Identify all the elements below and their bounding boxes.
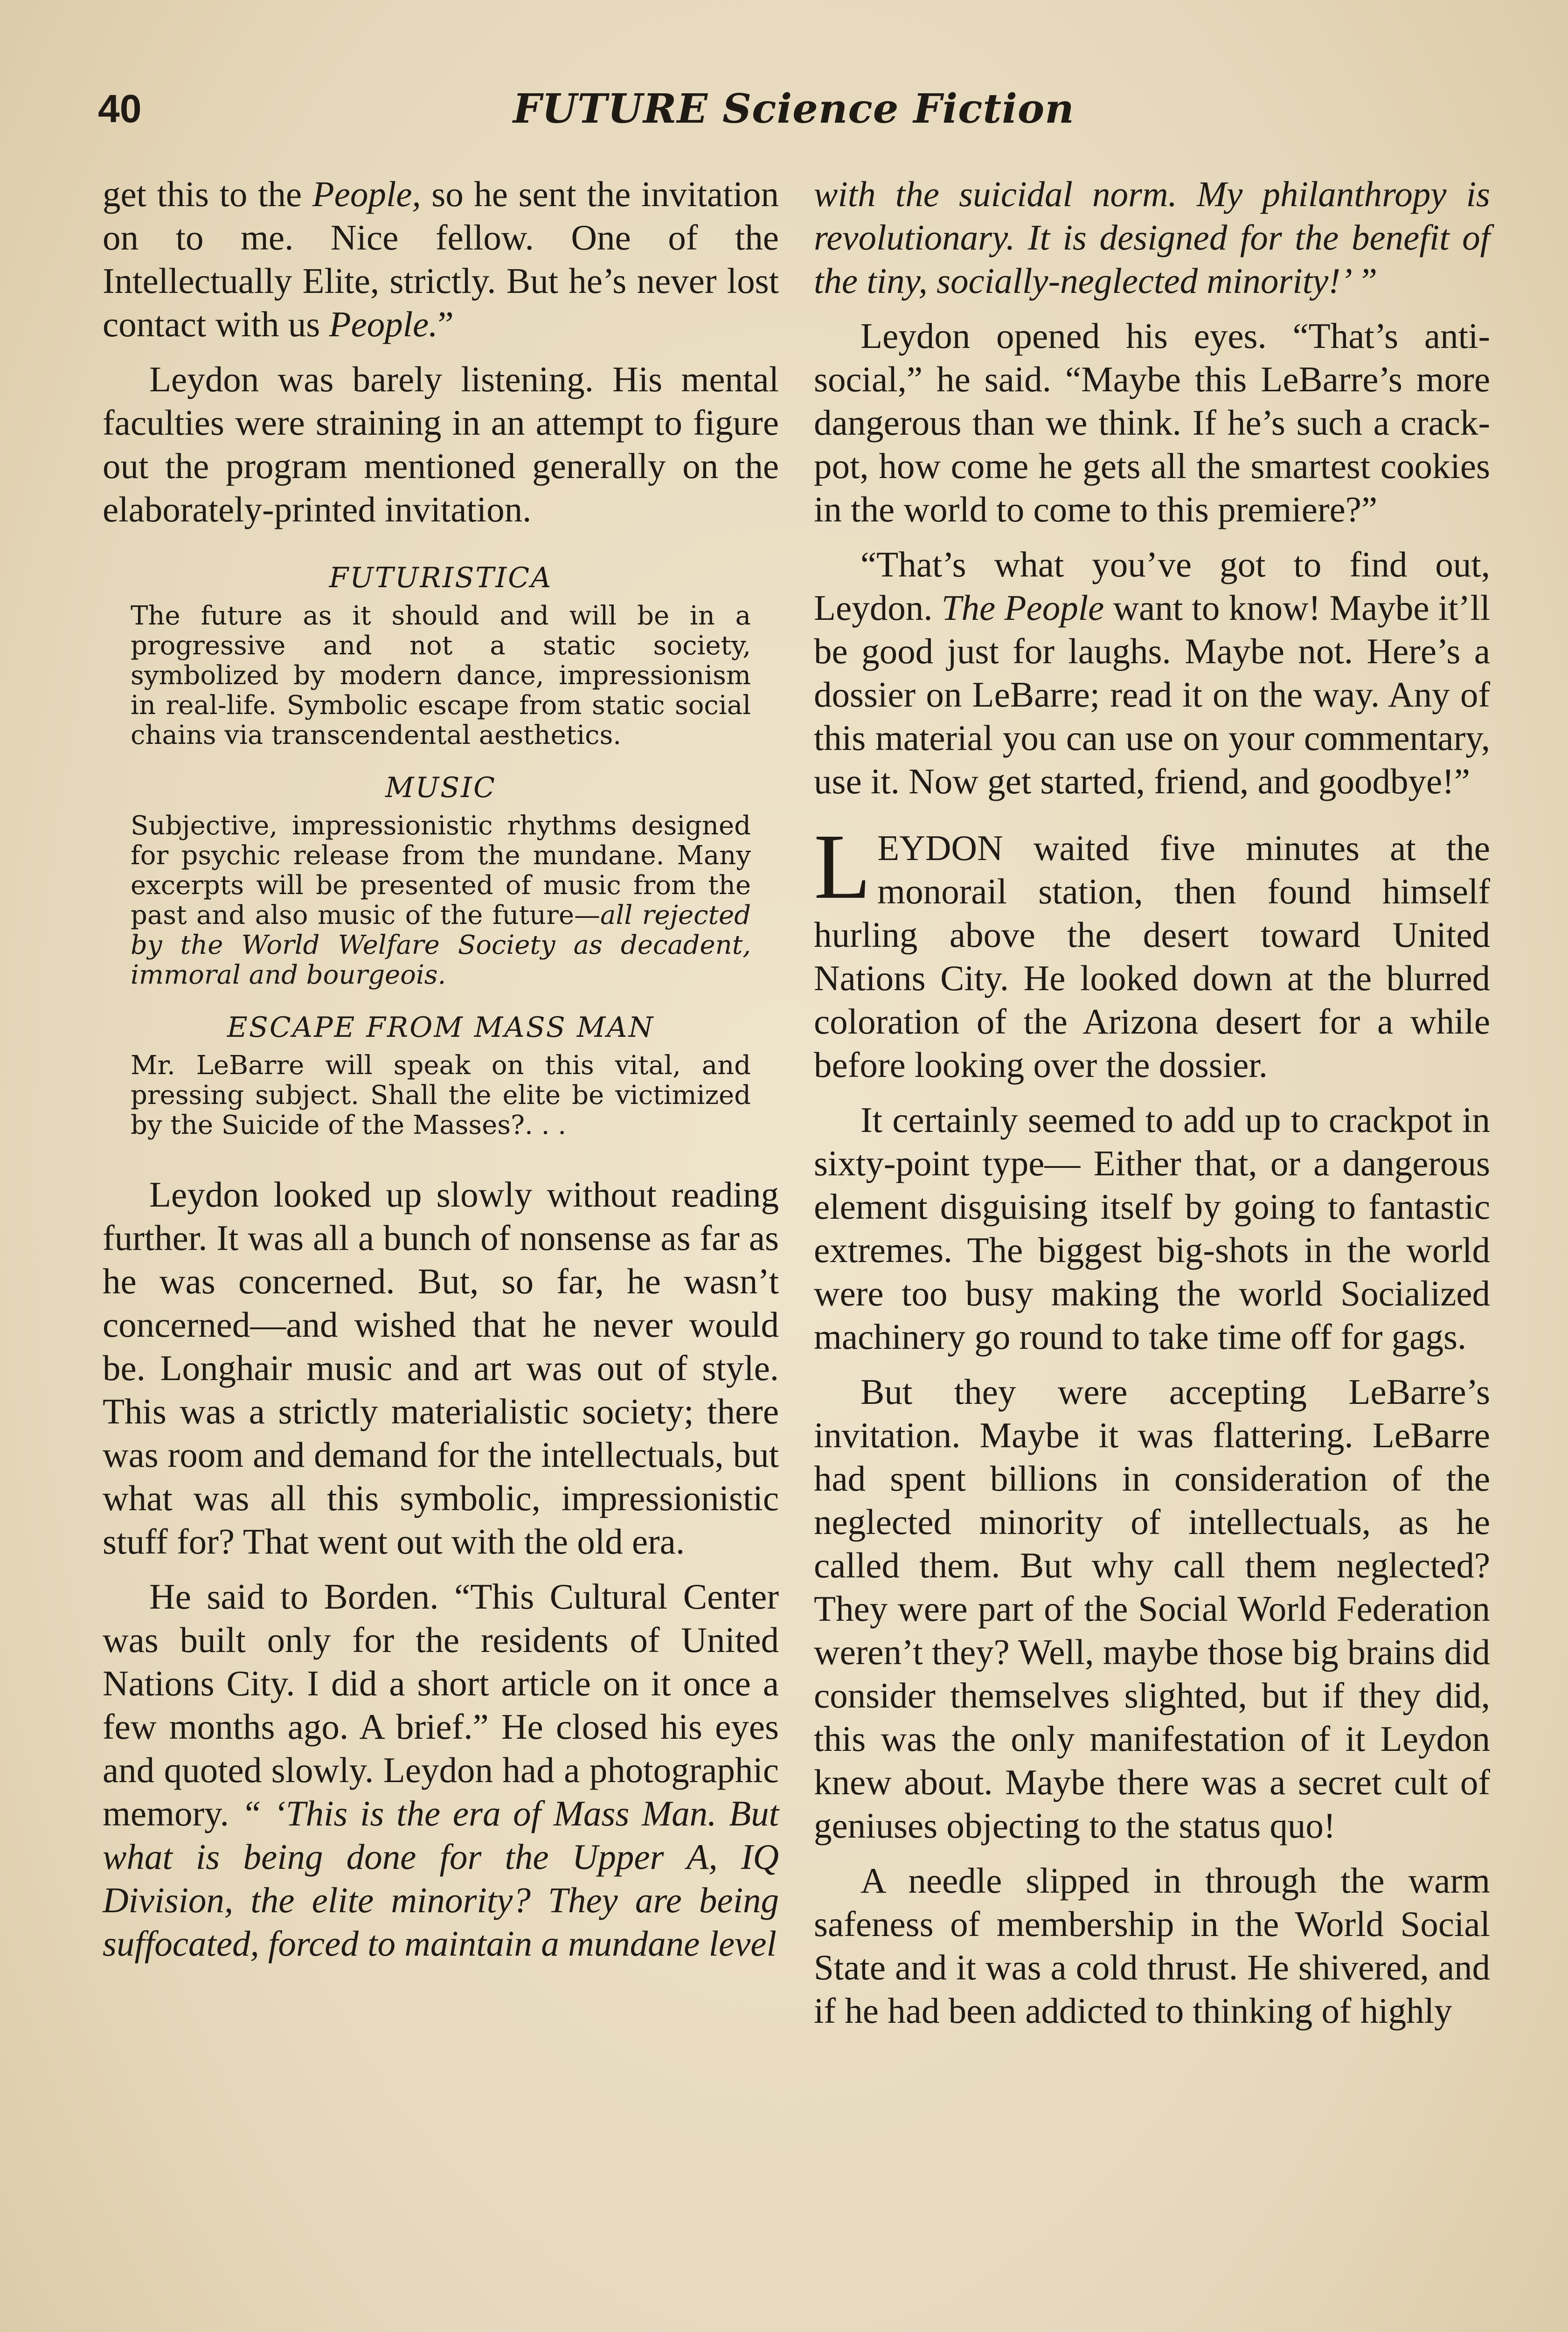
paragraph: Leydon was barely listening. His mental faculties were straining in an attempt to figure out the program mentioned generally on the elaborately-printed invitation. — [103, 359, 779, 529]
page-number: 40 — [98, 87, 142, 131]
invitation-program — [131, 559, 751, 1140]
program-heading-escape: ESCAPE FROM MASS MAN — [227, 1011, 655, 1044]
text-run: He said to Borden. “This Cultural Center was built only for the residents of United Nations City. I did a short article on it once a few months ago. A brief.” He closed his eyes and quoted slowly. Leydon had a photographic memory. — [103, 1576, 779, 1833]
paragraph: A needle slipped in through the warm safeness of membership in the World Social State and it was a cold thrust. He shivered, and if he had been addicted to thinking of highly — [814, 1860, 1490, 2031]
paragraph: Leydon looked up slowly without reading further. It was all a bunch of nonsense as far as he was concerned. But, so far, he wasn’t concerned—and wished that he never would be. Longhair music and art was out of style. This was a strictly materialistic society; there was room and demand for the intellectuals, but what was all this symbolic, impressionistic stuff for? That went out with the old era. — [103, 1174, 779, 1562]
running-title-rest: Science Fiction — [722, 85, 1075, 132]
text-run: ” — [437, 304, 454, 344]
right-column — [814, 173, 1490, 2033]
drop-cap: L — [814, 815, 871, 918]
italic-run: People, — [312, 174, 421, 214]
program-heading-music: MUSIC — [385, 771, 496, 804]
text-run: EYDON waited five minutes at the monorail station, then found himself hurling above the desert toward United Nations City. He looked down at the blurred coloration of the Arizona desert for a while before looking over the dossier. — [814, 828, 1490, 1085]
italic-run: “ ‘This is the era of Mass Man. But what is being done for the Upper A, IQ Division, the elite minority? They are being suffocated, forced to maintain a mundane level — [103, 1793, 779, 1964]
program-text — [131, 811, 751, 990]
running-title-bold: FUTURE — [513, 85, 708, 132]
paragraph — [814, 543, 1490, 803]
paragraph — [814, 815, 1490, 1087]
page-header — [93, 82, 1483, 138]
paragraph: It certainly seemed to add up to crackpot in sixty-point type— Either that, or a dangerous element disguising itself by going to fantastic extremes. The biggest big-shots in the world were too busy making the world Socialized machinery go round to take time off for gags. — [814, 1100, 1490, 1357]
text-run: so he sent the invitation on to me. Nice fellow. One of the Intellectually Elite, strictly. But he’s never lost contact with us — [103, 174, 779, 344]
paragraph: Leydon opened his eyes. “That’s anti-social,” he said. “Maybe this LeBarre’s more dangerous than we think. If he’s such a crack-pot, how come he gets all the smartest cookies in the world to come to this premiere?” — [814, 316, 1490, 529]
left-column — [103, 173, 779, 1965]
paragraph — [103, 1575, 779, 1965]
paragraph — [103, 173, 779, 346]
paragraph: But they were accepting LeBarre’s invitation. Maybe it was flattering. LeBarre had spent billions in consideration of the neglected minority of intellectuals, as he called them. But why call them neglected? They were part of the Social World Federation weren’t they? Well, maybe those big brains did consider themselves slighted, but if they did, this was the only manifestation of it Leydon knew about. Maybe there was a secret cult of geniuses objecting to the status quo! — [814, 1372, 1490, 1846]
text-run: “That’s what you’ve got to find out, Leydon. — [814, 544, 1490, 628]
paragraph: with the suicidal norm. My philanthropy is revolutionary. It is designed for the benefit of the tiny, socially-neglected minority!’ ” — [814, 174, 1490, 301]
italic-run: People. — [329, 304, 438, 344]
program-heading-futuristica: FUTURISTICA — [329, 562, 553, 594]
program-text: Mr. LeBarre will speak on this vital, and pressing subject. Shall the elite be victimized by the Suicide of the Masses?. . . — [131, 1050, 751, 1140]
text-run: want to know! Maybe it’ll be good just for laughs. Maybe not. Here’s a dossier on LeBarre; read it on the way. Any of this material you can use on your commentary, use it. Now get started, friend, and goodbye!” — [814, 588, 1490, 801]
running-title — [513, 85, 1075, 132]
italic-run: The People — [941, 588, 1104, 628]
italic-run: all rejected by the World Welfare Society as decadent, immoral and bourgeois. — [131, 900, 751, 990]
text-run: Subjective, impressionistic rhythms designed for psychic release from the mundane. Many excerpts will be presented of music from the past and also music of the future— — [131, 811, 751, 930]
text-run: get this to the — [103, 174, 312, 214]
program-text: The future as it should and will be in a progressive and not a static society, symbolized by modern dance, impressionism in real-life. Symbolic escape from static social chains via transcendental aesthetics. — [131, 601, 751, 750]
